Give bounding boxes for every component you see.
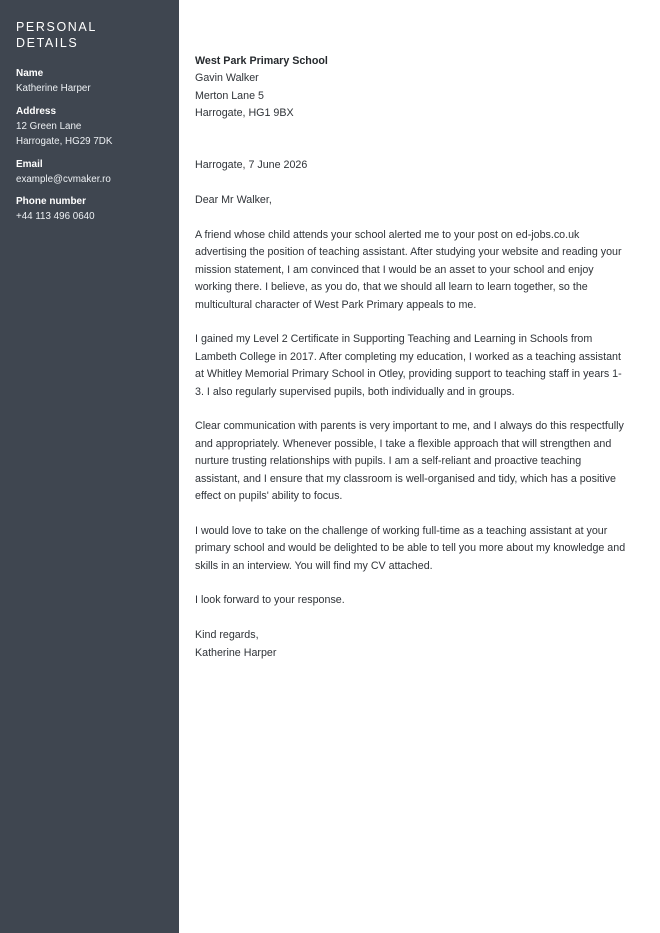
recipient-city: Harrogate, HG1 9BX bbox=[195, 107, 294, 120]
detail-value-name: Katherine Harper bbox=[16, 83, 91, 94]
detail-label-name: Name bbox=[16, 68, 44, 79]
recipient-school: West Park Primary School bbox=[195, 55, 328, 67]
detail-value-phone: +44 113 496 0640 bbox=[16, 211, 95, 222]
cover-letter-body bbox=[195, 53, 627, 662]
detail-label-phone: Phone number bbox=[16, 196, 87, 207]
personal-details-sidebar bbox=[0, 0, 179, 933]
letter-paragraph-5: I look forward to your response. bbox=[195, 594, 345, 607]
letter-paragraph-1: A friend whose child attends your school alerted me to your post on ed-jobs.co.uk advertising the position of teaching assistant. After studying your website and reading your mission statement, I am convinced that I would be an asset to your school and enjoy working there. I believe, as you do, that we should all learn to learn together, so the multicultural character of West Park Primary appeals to me. bbox=[195, 229, 622, 311]
address-date-spacer bbox=[195, 123, 627, 158]
detail-label-email: Email bbox=[16, 158, 43, 170]
date-salutation-spacer bbox=[195, 175, 627, 192]
signature-name: Katherine Harper bbox=[195, 646, 277, 659]
sidebar-title: PERSONAL DETAILS bbox=[16, 20, 97, 50]
detail-value-address-line-2: Harrogate, HG29 7DK bbox=[16, 136, 113, 147]
salutation-body-spacer bbox=[195, 210, 627, 227]
salutation: Dear Mr Walker, bbox=[195, 194, 272, 207]
detail-phone bbox=[16, 194, 163, 225]
detail-address bbox=[16, 104, 163, 150]
letter-paragraph-4: I would love to take on the challenge of working full-time as a teaching assistant at your primary school and would be delighted to be able to tell you more about my knowledge and skills in an interview. You will find my CV attached. bbox=[195, 524, 626, 572]
detail-label-address: Address bbox=[16, 105, 57, 117]
detail-name bbox=[16, 66, 163, 97]
detail-value-address-line-1: 12 Green Lane bbox=[16, 120, 82, 132]
closing: Kind regards, bbox=[195, 629, 259, 642]
letter-paragraph-2: I gained my Level 2 Certificate in Supporting Teaching and Learning in Schools from Lambeth College in 2017. After completing my education, I worked as a teaching assistant at Whitley Memorial Primary School in Otley, providing support to teaching staff in years 1-3. I also regularly supervised pupils, both individually and in groups. bbox=[195, 333, 622, 398]
detail-email bbox=[16, 157, 163, 188]
recipient-person: Gavin Walker bbox=[195, 72, 259, 85]
letter-paragraph-3: Clear communication with parents is very important to me, and I always do this respectfully and appropriately. Whenever possible, I take a flexible approach that will strengthen and nurture trusting relationships with pupils. I am a self-reliant and proactive teaching assistant, and I ensure that my classroom is well-organised and tidy, which has a positive effect on pupils' ability to focus. bbox=[195, 420, 624, 503]
recipient-address bbox=[195, 53, 627, 123]
recipient-street: Merton Lane 5 bbox=[195, 89, 264, 102]
detail-value-email: example@cvmaker.ro bbox=[16, 173, 111, 185]
letter-date: Harrogate, 7 June 2026 bbox=[195, 159, 308, 172]
